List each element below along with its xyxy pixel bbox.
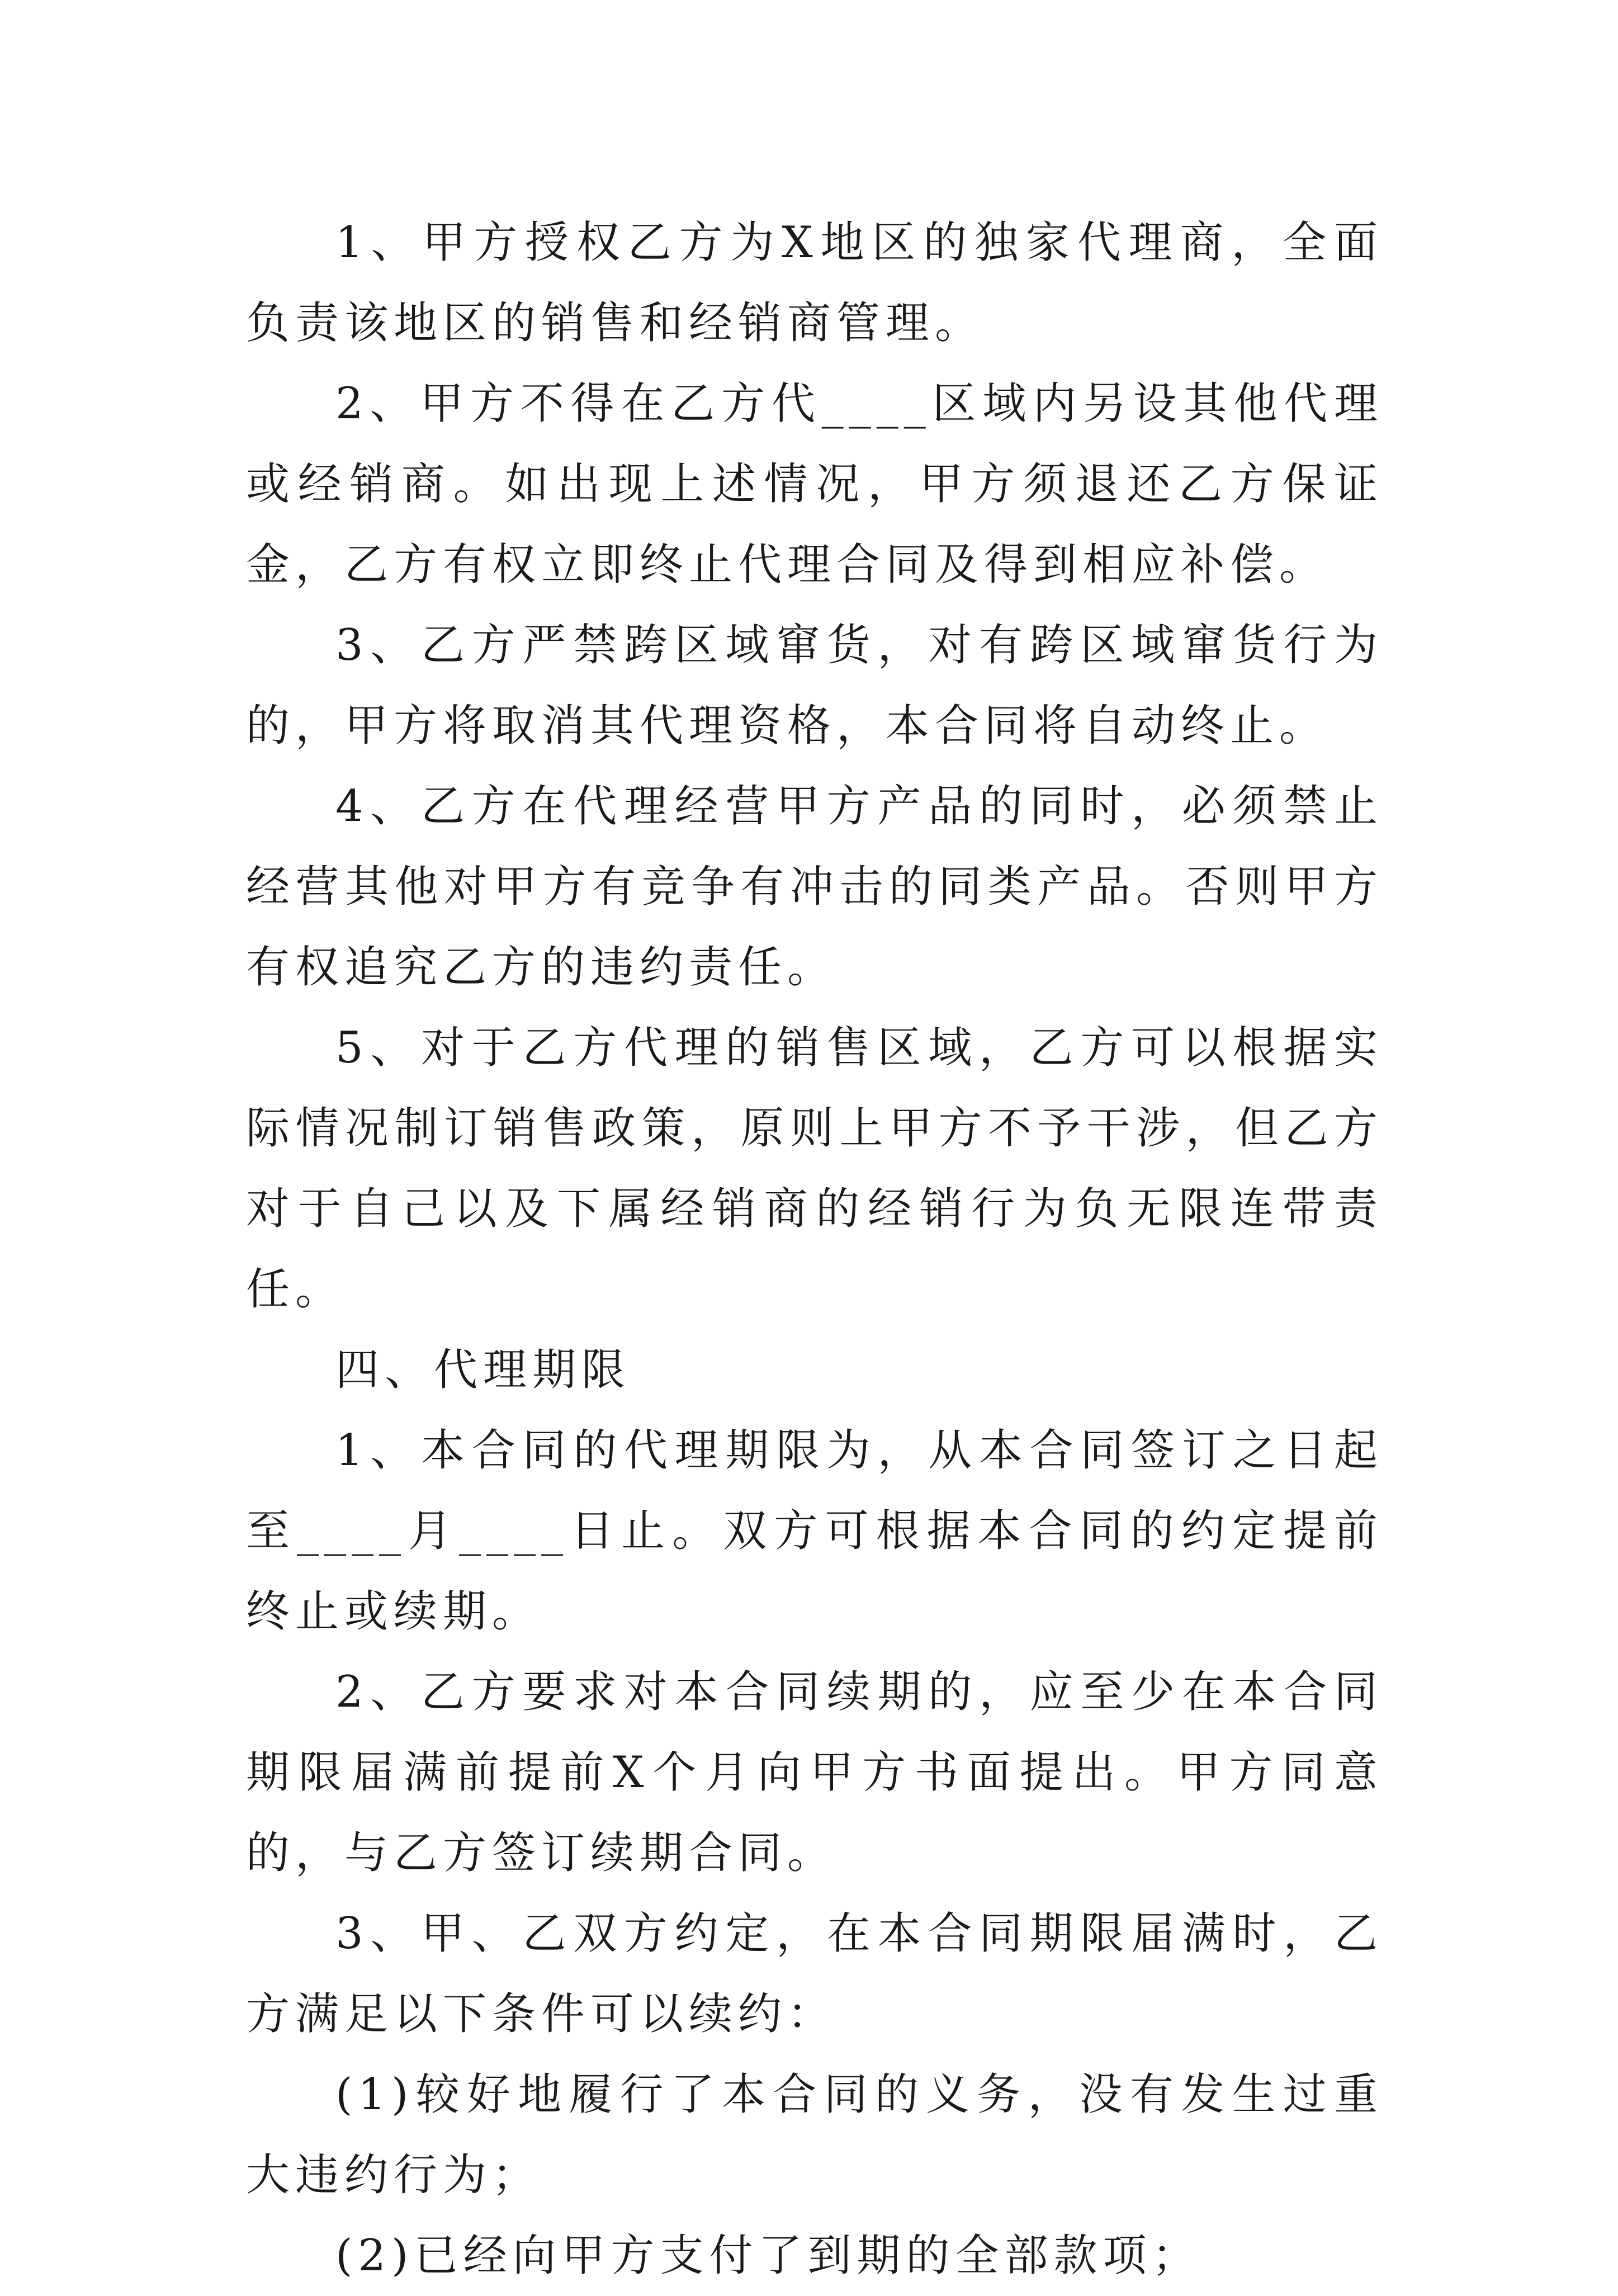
clause-no-other-agents: 2、甲方不得在乙方代____区域内另设其他代理或经销商。如出现上述情况，甲方须退还乙方保证金，乙方有权立即终止代理合同及得到相应补偿。 [246, 379, 1383, 590]
clause-no-cross-region: 3、乙方严禁跨区域窜货，对有跨区域窜货行为的，甲方将取消其代理资格，本合同将自动终止。 [246, 620, 1383, 751]
clause-sales-policy: 5、对于乙方代理的销售区域，乙方可以根据实际情况制订销售政策，原则上甲方不予干涉，但乙方对于自己以及下属经销商的经销行为负无限连带责任。 [246, 1023, 1383, 1315]
clause-renewal-request: 2、乙方要求对本合同续期的，应至少在本合同期限届满前提前X个月向甲方书面提出。甲方同意的，与乙方签订续期合同。 [246, 1667, 1383, 1878]
section-heading-term: 四、代理期限 [335, 1345, 631, 1395]
contract-body [246, 202, 1383, 2296]
condition-item-1: (1)较好地履行了本合同的义务，没有发生过重大违约行为； [246, 2070, 1383, 2200]
clause-term-period: 1、本合同的代理期限为，从本合同签订之日起至____月____日止。双方可根据本合同的约定提前终止或续期。 [246, 1425, 1383, 1637]
clause-no-competing-products: 4、乙方在代理经营甲方产品的同时，必须禁止经营其他对甲方有竞争有冲击的同类产品。否则甲方有权追究乙方的违约责任。 [246, 781, 1383, 993]
clause-exclusive-agent: 1、甲方授权乙方为X地区的独家代理商，全面负责该地区的销售和经销商管理。 [246, 218, 1383, 348]
clause-renewal-conditions: 3、甲、乙双方约定，在本合同期限届满时，乙方满足以下条件可以续约： [246, 1908, 1383, 2039]
condition-item-2: (2)已经向甲方支付了到期的全部款项； [335, 2231, 1201, 2281]
